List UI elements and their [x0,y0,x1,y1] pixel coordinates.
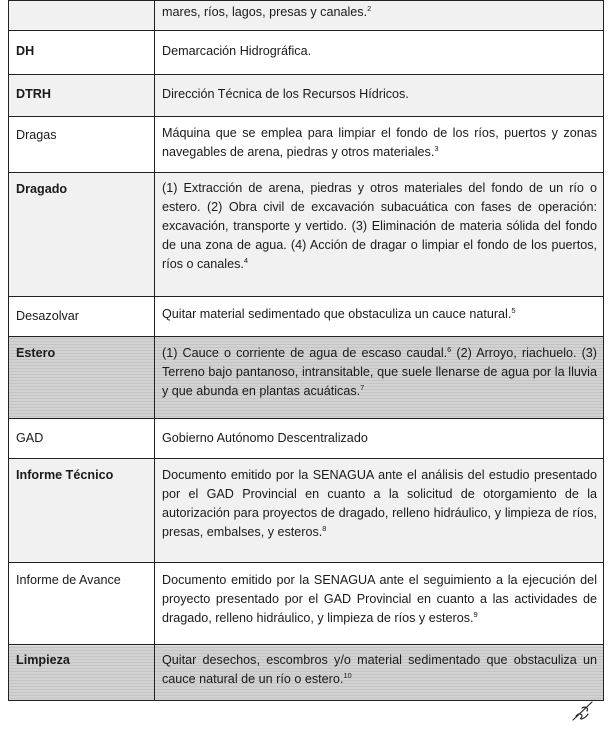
definition-cell [155,563,604,645]
term-cell: DH [9,31,155,75]
definition-cell [155,173,604,297]
definition-text: (1) Extracción de arena, piedras y otros materiales del fondo de un río o estero. (2) Obra civil de excavación subacuática con fases de operación: excavación, transporte y vertido. (3) Eliminación de materia sólida del fondo de una zona de agua. (4) Acción de dragar o limpiar el fondo de los puertos, ríos o canales. [162,181,597,271]
footnote-ref: 10 [343,670,352,680]
term-cell: Dragado [9,173,155,297]
footnote-ref: 7 [360,382,365,392]
definition-cell [155,419,604,459]
term-cell: DTRH [9,75,155,117]
table-row [9,563,604,645]
table-row [9,459,604,563]
table-row [9,117,604,173]
definition-text: Dirección Técnica de los Recursos Hídricos. [162,87,409,101]
footnote-ref: 6 [447,344,452,354]
definition-cell [155,75,604,117]
table-row [9,173,604,297]
definition-text: Demarcación Hidrográfica. [162,44,312,58]
definition-text: (2) Arroyo, riachuelo. (3) Terreno bajo pantanoso, intransitable, que suele llenarse de agua por la lluvia y que abunda en plantas acuáticas. [162,346,597,398]
footnote-ref: 8 [322,523,327,533]
footnote-ref: 3 [434,143,439,153]
definition-cell [155,1,604,31]
footnote-ref: 5 [511,305,516,315]
footnote-ref: 2 [367,3,372,13]
table-row [9,75,604,117]
glossary-table [8,0,604,701]
definition-text: Quitar material sedimentado que obstaculiza un cauce natural. [162,307,512,321]
definition-cell [155,459,604,563]
definition-text: (1) Cauce o corriente de agua de escaso caudal. [162,346,448,360]
footnote-ref: 9 [473,609,478,619]
definition-text: Quitar desechos, escombros y/o material sedimentado que obstaculiza un cauce natural de un río o estero. [162,653,597,686]
term-cell [9,1,155,31]
definition-text: Gobierno Autónomo Descentralizado [162,431,368,445]
term-cell: Limpieza [9,645,155,701]
definition-cell [155,645,604,701]
table-row [9,337,604,419]
term-cell: Estero [9,337,155,419]
term-cell: Dragas [9,117,155,173]
term-cell: GAD [9,419,155,459]
definition-text: mares, ríos, lagos, presas y canales. [162,5,368,19]
signature-mark [570,699,596,723]
table-row [9,645,604,701]
definition-text: Máquina que se emplea para limpiar el fondo de los ríos, puertos y zonas navegables de arena, piedras y otros materiales. [162,126,597,159]
table-row [9,297,604,337]
definition-text: Documento emitido por la SENAGUA ante el análisis del estudio presentado por el GAD Provincial en cuanto a la solicitud de otorgamiento de la autorización para proyectos de dragado, relleno hidráulico, y limpieza de ríos, presas, embalses, y esteros. [162,468,597,539]
definition-cell [155,31,604,75]
table-row [9,1,604,31]
term-cell: Desazolvar [9,297,155,337]
definition-text: Documento emitido por la SENAGUA ante el seguimiento a la ejecución del proyecto presentado por el GAD Provincial en cuanto a las actividades de dragado, relleno hidráulico, y limpieza de ríos y esteros. [162,573,597,625]
definition-cell [155,337,604,419]
table-row [9,31,604,75]
term-cell: Informe de Avance [9,563,155,645]
term-cell: Informe Técnico [9,459,155,563]
footnote-ref: 4 [243,255,249,265]
definition-cell [155,297,604,337]
definition-cell [155,117,604,173]
table-row [9,419,604,459]
